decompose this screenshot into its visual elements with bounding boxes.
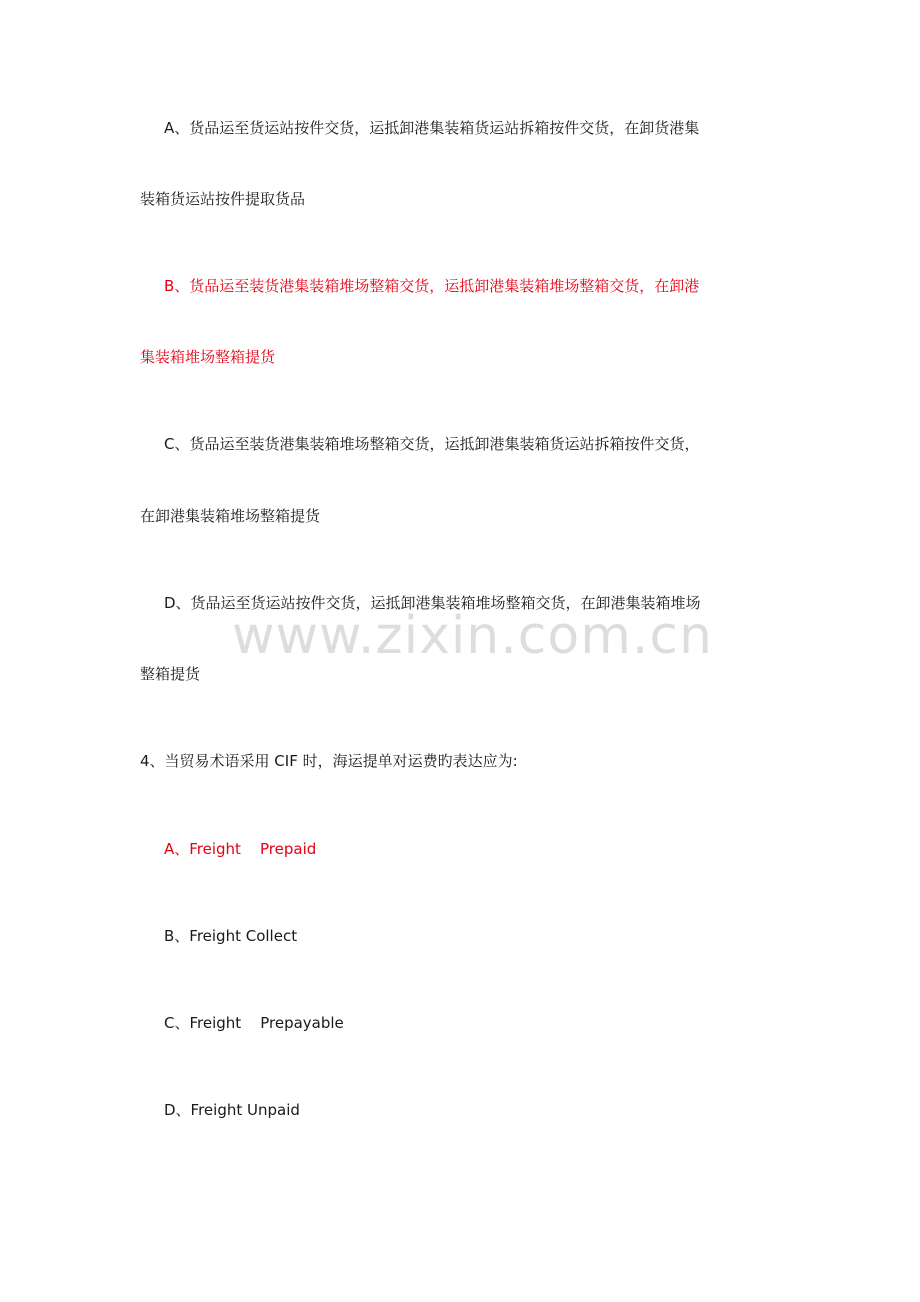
q3-option-c-line1: C、货品运至装货港集装箱堆场整箱交货，运抵卸港集装箱货运站拆箱按件交货，	[164, 435, 700, 453]
q4-option-a: A、Freight Prepaid	[164, 840, 317, 858]
q4-option-b: B、Freight Collect	[164, 927, 298, 945]
q4-question: 4、当贸易术语采用 CIF 时，海运提单对运费旳表达应为:	[140, 752, 518, 770]
q4-option-c: C、Freight Prepayable	[164, 1014, 344, 1032]
q4-option-d: D、Freight Unpaid	[164, 1101, 300, 1119]
q3-option-a-line2: 装箱货运站按件提取货品	[140, 190, 306, 208]
q3-option-d-line2: 整箱提货	[140, 665, 201, 683]
watermark: www.zixin.com.cn	[232, 606, 713, 666]
q3-option-d-line1: D、货品运至货运站按件交货，运抵卸港集装箱堆场整箱交货，在卸港集装箱堆场	[164, 594, 701, 612]
q3-option-c-line2: 在卸港集装箱堆场整箱提货	[140, 507, 321, 525]
q3-option-b-line2: 集装箱堆场整箱提货	[140, 348, 276, 366]
q3-option-a-line1: A、货品运至货运站按件交货，运抵卸港集装箱货运站拆箱按件交货，在卸货港集	[164, 119, 700, 137]
q3-option-b-line1: B、货品运至装货港集装箱堆场整箱交货，运抵卸港集装箱堆场整箱交货，在卸港	[164, 277, 700, 295]
